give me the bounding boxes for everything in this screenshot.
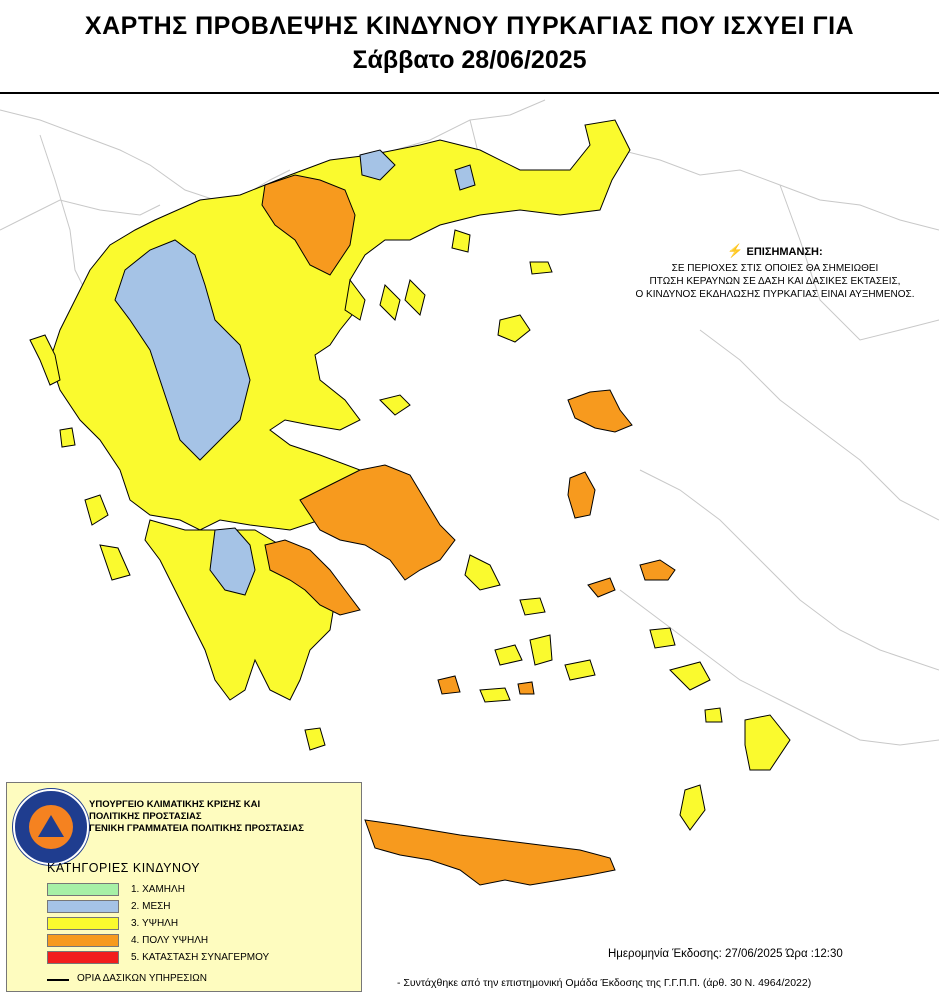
map-date: Σάββατο 28/06/2025 bbox=[352, 46, 587, 74]
swatch-medium bbox=[47, 900, 119, 913]
swatch-very-high bbox=[47, 934, 119, 947]
category-label: 4. ΠΟΛΥ ΥΨΗΛΗ bbox=[131, 935, 209, 946]
swatch-alert bbox=[47, 951, 119, 964]
category-label: 1. ΧΑΜΗΛΗ bbox=[131, 884, 185, 895]
lightning-icon: ⚡ bbox=[727, 243, 744, 258]
authorship-credit: - Συντάχθηκε από την επιστημονική Ομάδα Έκδοσης της Γ.Γ.Π.Π. (άρθ. 30 Ν. 4964/2022) bbox=[397, 977, 812, 989]
map-title: ΧΑΡΤΗΣ ΠΡΟΒΛΕΨΗΣ ΚΙΝΔΥΝΟΥ ΠΥΡΚΑΓΙΑΣ ΠΟΥ ΙΣΧΥΕΙ ΓΙΑ bbox=[84, 12, 855, 40]
swatch-high bbox=[47, 917, 119, 930]
org-line: ΥΠΟΥΡΓΕΙΟ ΚΛΙΜΑΤΙΚΗΣ ΚΡΙΣΗΣ ΚΑΙ bbox=[89, 799, 261, 810]
category-label: 5. ΚΑΤΑΣΤΑΣΗ ΣΥΝΑΓΕΡΜΟΥ bbox=[131, 952, 270, 963]
org-line: ΓΕΝΙΚΗ ΓΡΑΜΜΑΤΕΙΑ ΠΟΛΙΤΙΚΗΣ ΠΡΟΣΤΑΣΙΑΣ bbox=[89, 823, 304, 834]
note-line: Ο ΚΙΝΔΥΝΟΣ ΕΚΔΗΛΩΣΗΣ ΠΥΡΚΑΓΙΑΣ ΕΙΝΑΙ ΑΥΞΗΜΕΝΟΣ. bbox=[635, 289, 915, 300]
civil-protection-logo bbox=[13, 789, 89, 865]
category-label: 2. ΜΕΣΗ bbox=[131, 901, 171, 912]
legend-box bbox=[6, 782, 362, 992]
categories-title: ΚΑΤΗΓΟΡΙΕΣ ΚΙΝΔΥΝΟΥ bbox=[47, 861, 201, 875]
note-line: ΣΕ ΠΕΡΙΟΧΕΣ ΣΤΙΣ ΟΠΟΙΕΣ ΘΑ ΣΗΜΕΙΩΘΕΙ bbox=[671, 263, 879, 274]
issue-datetime: Ημερομηνία Έκδοσης: 27/06/2025 Ώρα :12:30 bbox=[608, 948, 843, 960]
note-heading: ΕΠΙΣΗΜΑΝΣΗ: bbox=[746, 246, 823, 258]
logo-emblem bbox=[29, 805, 73, 849]
note-heading-row bbox=[610, 244, 939, 259]
swatch-low bbox=[47, 883, 119, 896]
boundary-label: ΟΡΙΑ ΔΑΣΙΚΩΝ ΥΠΗΡΕΣΙΩΝ bbox=[77, 973, 207, 984]
lightning-note bbox=[610, 244, 939, 301]
org-line: ΠΟΛΙΤΙΚΗΣ ΠΡΟΣΤΑΣΙΑΣ bbox=[89, 811, 202, 822]
logo-triangle bbox=[38, 815, 64, 837]
organization-name bbox=[89, 799, 359, 835]
category-label: 3. ΥΨΗΛΗ bbox=[131, 918, 179, 929]
boundary-line-sample bbox=[47, 979, 69, 981]
note-line: ΠΤΩΣΗ ΚΕΡΑΥΝΩΝ ΣΕ ΔΑΣΗ ΚΑΙ ΔΑΣΙΚΕΣ ΕΚΤΑΣΕΙΣ, bbox=[649, 276, 901, 287]
